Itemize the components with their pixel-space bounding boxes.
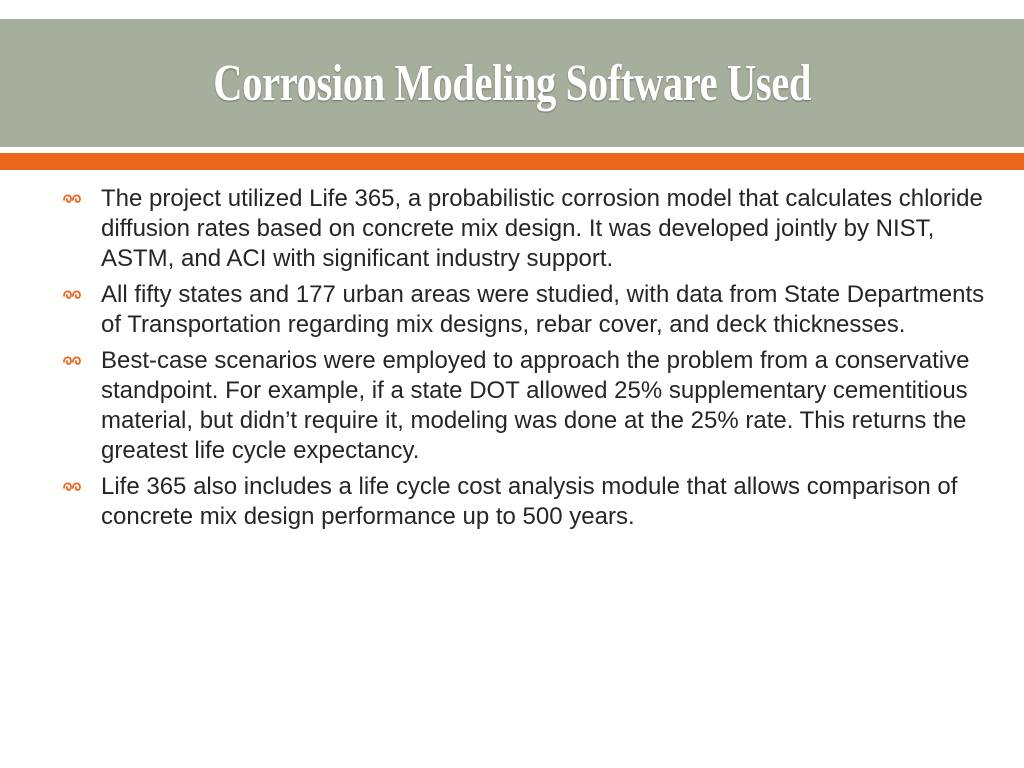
bullet-list <box>58 184 988 538</box>
bullet-item <box>58 184 988 274</box>
bullet-text: Best-case scenarios were employed to approach the problem from a conservative standpoint. For example, if a state DOT allowed 25% supplementary cementitious material, but didn’t require it, modeling was done at the 25% rate. This returns the greatest life cycle expectancy. <box>101 347 970 464</box>
curl-bullet-icon <box>62 284 84 306</box>
accent-divider <box>0 153 1024 170</box>
bullet-text: The project utilized Life 365, a probabilistic corrosion model that calculates chloride diffusion rates based on concrete mix design. It was developed jointly by NIST, ASTM, and ACI with significant industry support. <box>101 185 983 272</box>
bullet-item <box>58 472 988 532</box>
bullet-text: All fifty states and 177 urban areas were studied, with data from State Departments of Transportation regarding mix designs, rebar cover, and deck thicknesses. <box>101 281 985 338</box>
curl-bullet-icon <box>62 476 84 498</box>
slide-title: Corrosion Modeling Software Used <box>213 54 811 112</box>
bullet-text: Life 365 also includes a life cycle cost analysis module that allows comparison of concrete mix design performance up to 500 years. <box>101 473 958 530</box>
bullet-item <box>58 346 988 466</box>
curl-bullet-icon <box>62 350 84 372</box>
title-bar <box>0 19 1024 147</box>
curl-bullet-icon <box>62 188 84 210</box>
bullet-item <box>58 280 988 340</box>
